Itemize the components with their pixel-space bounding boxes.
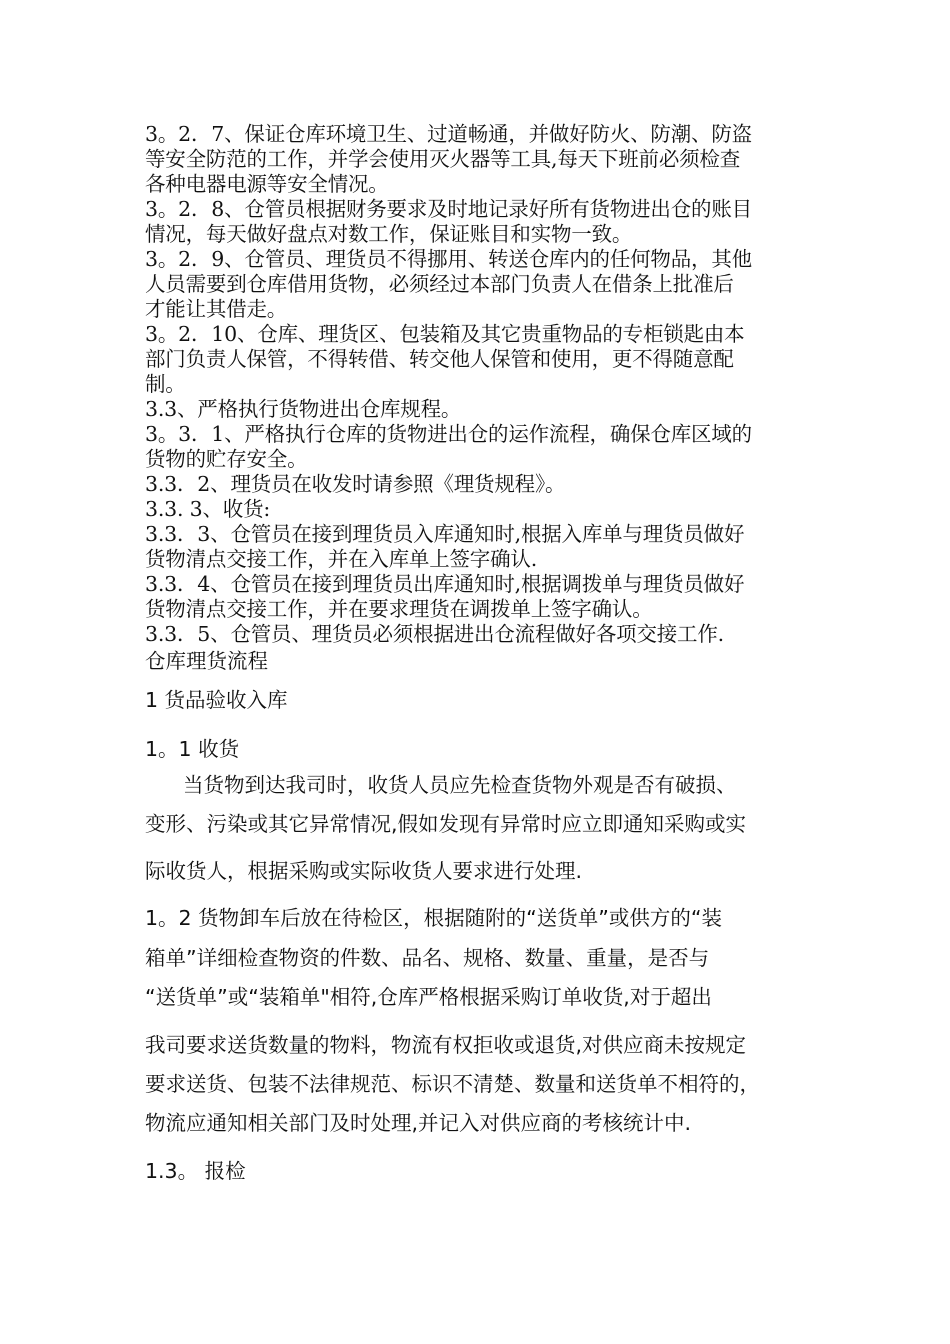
clause-line: 3。2．8、仓管员根据财务要求及时地记录好所有货物进出仓的账目: [145, 197, 752, 221]
clause-line: 各种电器电源等安全情况。: [145, 172, 389, 196]
paragraph-line: “送货单”或“装箱单"相符,仓库严格根据采购订单收货,对于超出: [145, 985, 712, 1009]
clause-line: 3.3．2、理货员在收发时请参照《理货规程》。: [145, 472, 566, 496]
clause-line: 3.3．3、仓管员在接到理货员入库通知时,根据入库单与理货员做好: [145, 522, 745, 546]
clause-line: 情况，每天做好盘点对数工作，保证账目和实物一致。: [145, 222, 633, 246]
clause-line: 制。: [145, 372, 186, 396]
clause-line: 货物清点交接工作，并在入库单上签字确认.: [145, 547, 538, 571]
clause-line: 3。2．7、保证仓库环境卫生、过道畅通，并做好防火、防潮、防盗: [145, 122, 752, 146]
clause-line: 3。2．10、仓库、理货区、包装箱及其它贵重物品的专柜锁匙由本: [145, 322, 745, 346]
paragraph-line: 要求送货、包装不法律规范、标识不清楚、数量和送货单不相符的，: [145, 1072, 760, 1096]
clause-line: 3.3、严格执行货物进出仓库规程。: [145, 397, 462, 421]
section-heading: 仓库理货流程: [145, 649, 268, 673]
clause-line: 才能让其借走。: [145, 297, 288, 321]
paragraph-line: 1。2 货物卸车后放在待检区，根据随附的“送货单”或供方的“装: [145, 906, 722, 930]
clause-line: 货物清点交接工作，并在要求理货在调拨单上签字确认。: [145, 597, 653, 621]
clause-line: 等安全防范的工作，并学会使用灭火器等工具,每天下班前必须检查: [145, 147, 741, 171]
clause-line: 3.3. 3、收货:: [145, 497, 271, 521]
clause-line: 人员需要到仓库借用货物，必须经过本部门负责人在借条上批准后: [145, 272, 734, 296]
clause-line: 3.3．4、仓管员在接到理货员出库通知时,根据调拨单与理货员做好: [145, 572, 745, 596]
paragraph-line: 际收货人，根据采购或实际收货人要求进行处理.: [145, 859, 583, 883]
clause-line: 3.3．5、仓管员、理货员必须根据进出仓流程做好各项交接工作.: [145, 622, 724, 646]
paragraph-line: 当货物到达我司时，收货人员应先检查货物外观是否有破损、: [183, 773, 737, 797]
heading-1: 1 货品验收入库: [145, 688, 288, 712]
paragraph-line: 变形、污染或其它异常情况,假如发现有异常时应立即通知采购或实: [145, 812, 747, 836]
heading-1-3: 1.3。 报检: [145, 1159, 246, 1183]
clause-line: 部门负责人保管，不得转借、转交他人保管和使用，更不得随意配: [145, 347, 734, 371]
clause-line: 3。2．9、仓管员、理货员不得挪用、转送仓库内的任何物品，其他: [145, 247, 752, 271]
paragraph-line: 我司要求送货数量的物料，物流有权拒收或退货,对供应商未按规定: [145, 1033, 747, 1057]
clause-list: [145, 122, 815, 647]
clause-line: 3。3．1、严格执行仓库的货物进出仓的运作流程，确保仓库区域的: [145, 422, 752, 446]
heading-1-1: 1。1 收货: [145, 737, 240, 761]
paragraph-line: 箱单”详细检查物资的件数、品名、规格、数量、重量，是否与: [145, 946, 710, 970]
clause-line: 货物的贮存安全。: [145, 447, 308, 471]
paragraph-line: 物流应通知相关部门及时处理,并记入对供应商的考核统计中.: [145, 1111, 692, 1135]
